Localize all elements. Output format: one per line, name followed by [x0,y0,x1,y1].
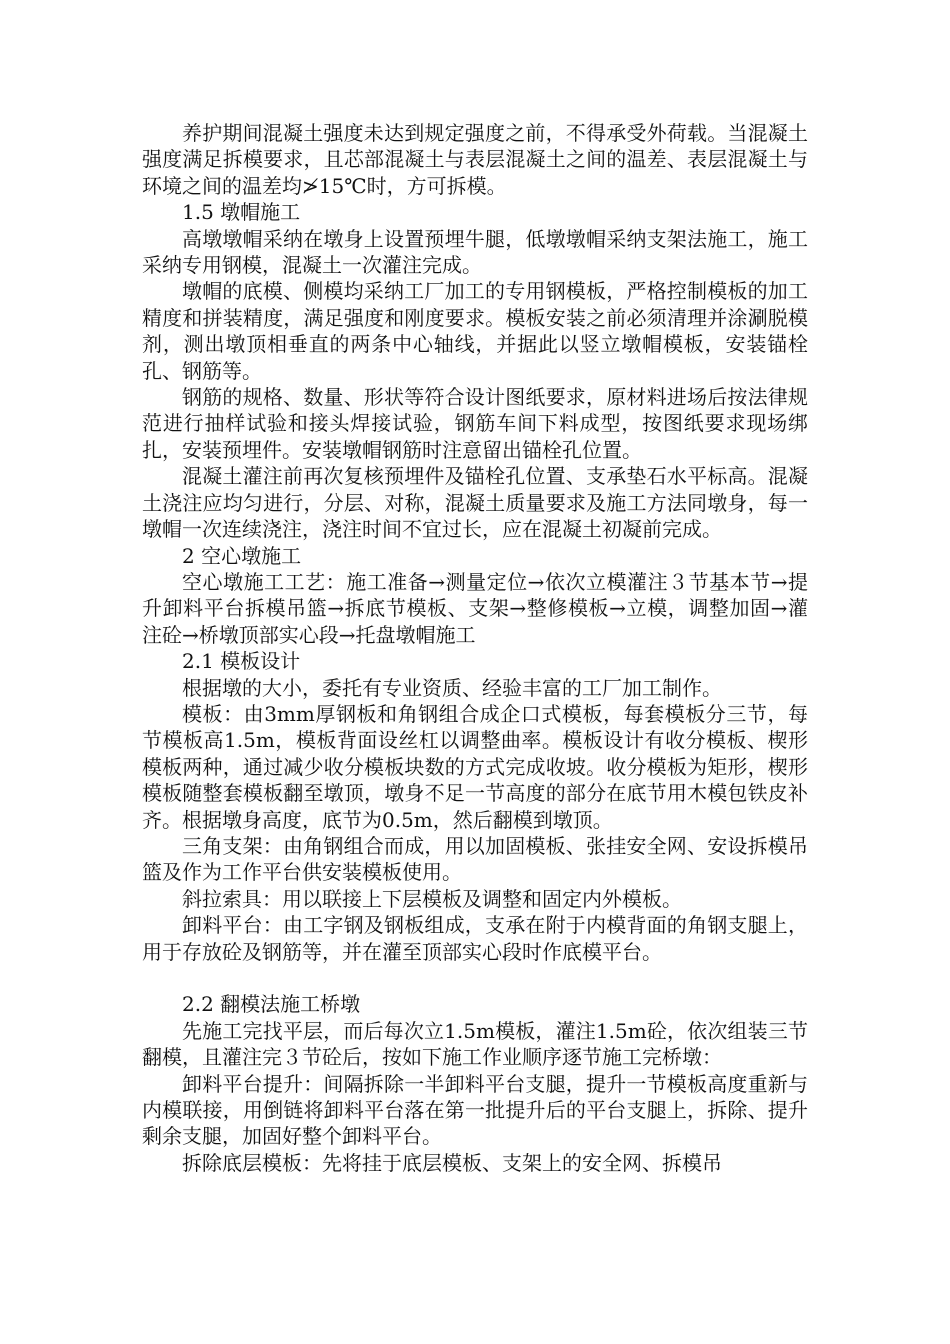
heading-2-2: 2.2 翻模法施工桥墩 [182,992,361,1017]
heading-2-1: 2.1 模板设计 [182,649,301,674]
paragraph-unloading-platform: 卸料平台：由工字钢及钢板组成，支承在附于内模背面的角钢支腿上，用于存放砼及钢筋等，并在灌至顶部实心段时作底模平台。 [142,913,808,964]
paragraph-triangle-bracket: 三角支架：由角钢组合而成，用以加固模板、张挂安全网、安设拆模吊篮及作为工作平台供安装模板使用。 [142,833,808,885]
document-page [142,120,808,1176]
paragraph-remove-bottom-formwork: 拆除底层模板：先将挂于底层模板、支架上的安全网、拆模吊 [182,1150,722,1175]
paragraph-curing: 养护期间混凝土强度未达到规定强度之前，不得承受外荷载。当混凝土强度满足拆模要求，且芯部混凝土与表层混凝土之间的温差、表层混凝土与环境之间的温差均≯15℃时，方可拆模。 [142,121,808,198]
paragraph-platform-lifting: 卸料平台提升：间隔拆除一半卸料平台支腿，提升一节模板高度重新与内模联接，用倒链将卸料平台落在第一批提升后的平台支腿上，拆除、提升剩余支腿，加固好整个卸料平台。 [142,1071,808,1149]
paragraph-rebar: 钢筋的规格、数量、形状等符合设计图纸要求，原材料进场后按法律规范进行抽样试验和接头焊接试验，钢筋车间下料成型，按图纸要求现场绑扎，安装预埋件。安装墩帽钢筋时注意留出锚栓孔位置。 [142,385,808,462]
paragraph-concrete-pouring: 混凝土灌注前再次复核预埋件及锚栓孔位置、支承垫石水平标高。混凝土浇注应均匀进行，分层、对称，混凝土质量要求及施工方法同墩身，每一墩帽一次连续浇注，浇注时间不宜过长，应在混凝土初凝前完成。 [142,464,808,542]
paragraph-cable-rigging: 斜拉索具：用以联接上下层模板及调整和固定内外模板。 [182,886,682,911]
paragraph-formwork: 模板：由3mm厚钢板和角钢组合成企口式模板，每套模板分三节，每节模板高1.5m，模板背面设丝杠以调整曲率。模板设计有收分模板、楔形模板两种，通过减少收分模板块数的方式完成收坡。收分模板为矩形，楔形模板随整套模板翻至墩顶，墩身不足一节高度的部分在底节用木模包铁皮补齐。根据墩身高度，底节为0.5m，然后翻模到墩顶。 [142,701,808,832]
heading-1-5: 1.5 墩帽施工 [182,200,301,225]
paragraph-pier-cap-formwork: 墩帽的底模、侧模均采纳工厂加工的专用钢模板，严格控制模板的加工精度和拼装精度，满足强度和刚度要求。模板安装之前必须清理并涂涮脱模剂，测出墩顶相垂直的两条中心轴线，并据此以竖立墩帽模板，安装锚栓孔、钢筋等。 [142,279,808,383]
paragraph-factory: 根据墩的大小，委托有专业资质、经验丰富的工厂加工制作。 [182,675,722,700]
paragraph-leveling-layer: 先施工完找平层，而后每次立1.5m模板，灌注1.5m砼，依次组装三节翻模，且灌注完３节砼后，按如下施工作业顺序逐节施工完桥墩： [142,1018,808,1070]
heading-2: 2 空心墩施工 [182,543,302,568]
paragraph-pier-cap-method: 高墩墩帽采纳在墩身上设置预埋牛腿，低墩墩帽采纳支架法施工，施工采纳专用钢模，混凝土一次灌注完成。 [142,226,808,278]
paragraph-hollow-pier-process: 空心墩施工工艺：施工准备→测量定位→依次立模灌注３节基本节→提升卸料平台拆模吊篮→拆底节模板、支架→整修模板→立模，调整加固→灌注砼→桥墩顶部实心段→托盘墩帽施工 [142,569,808,647]
blank-line [142,965,808,991]
